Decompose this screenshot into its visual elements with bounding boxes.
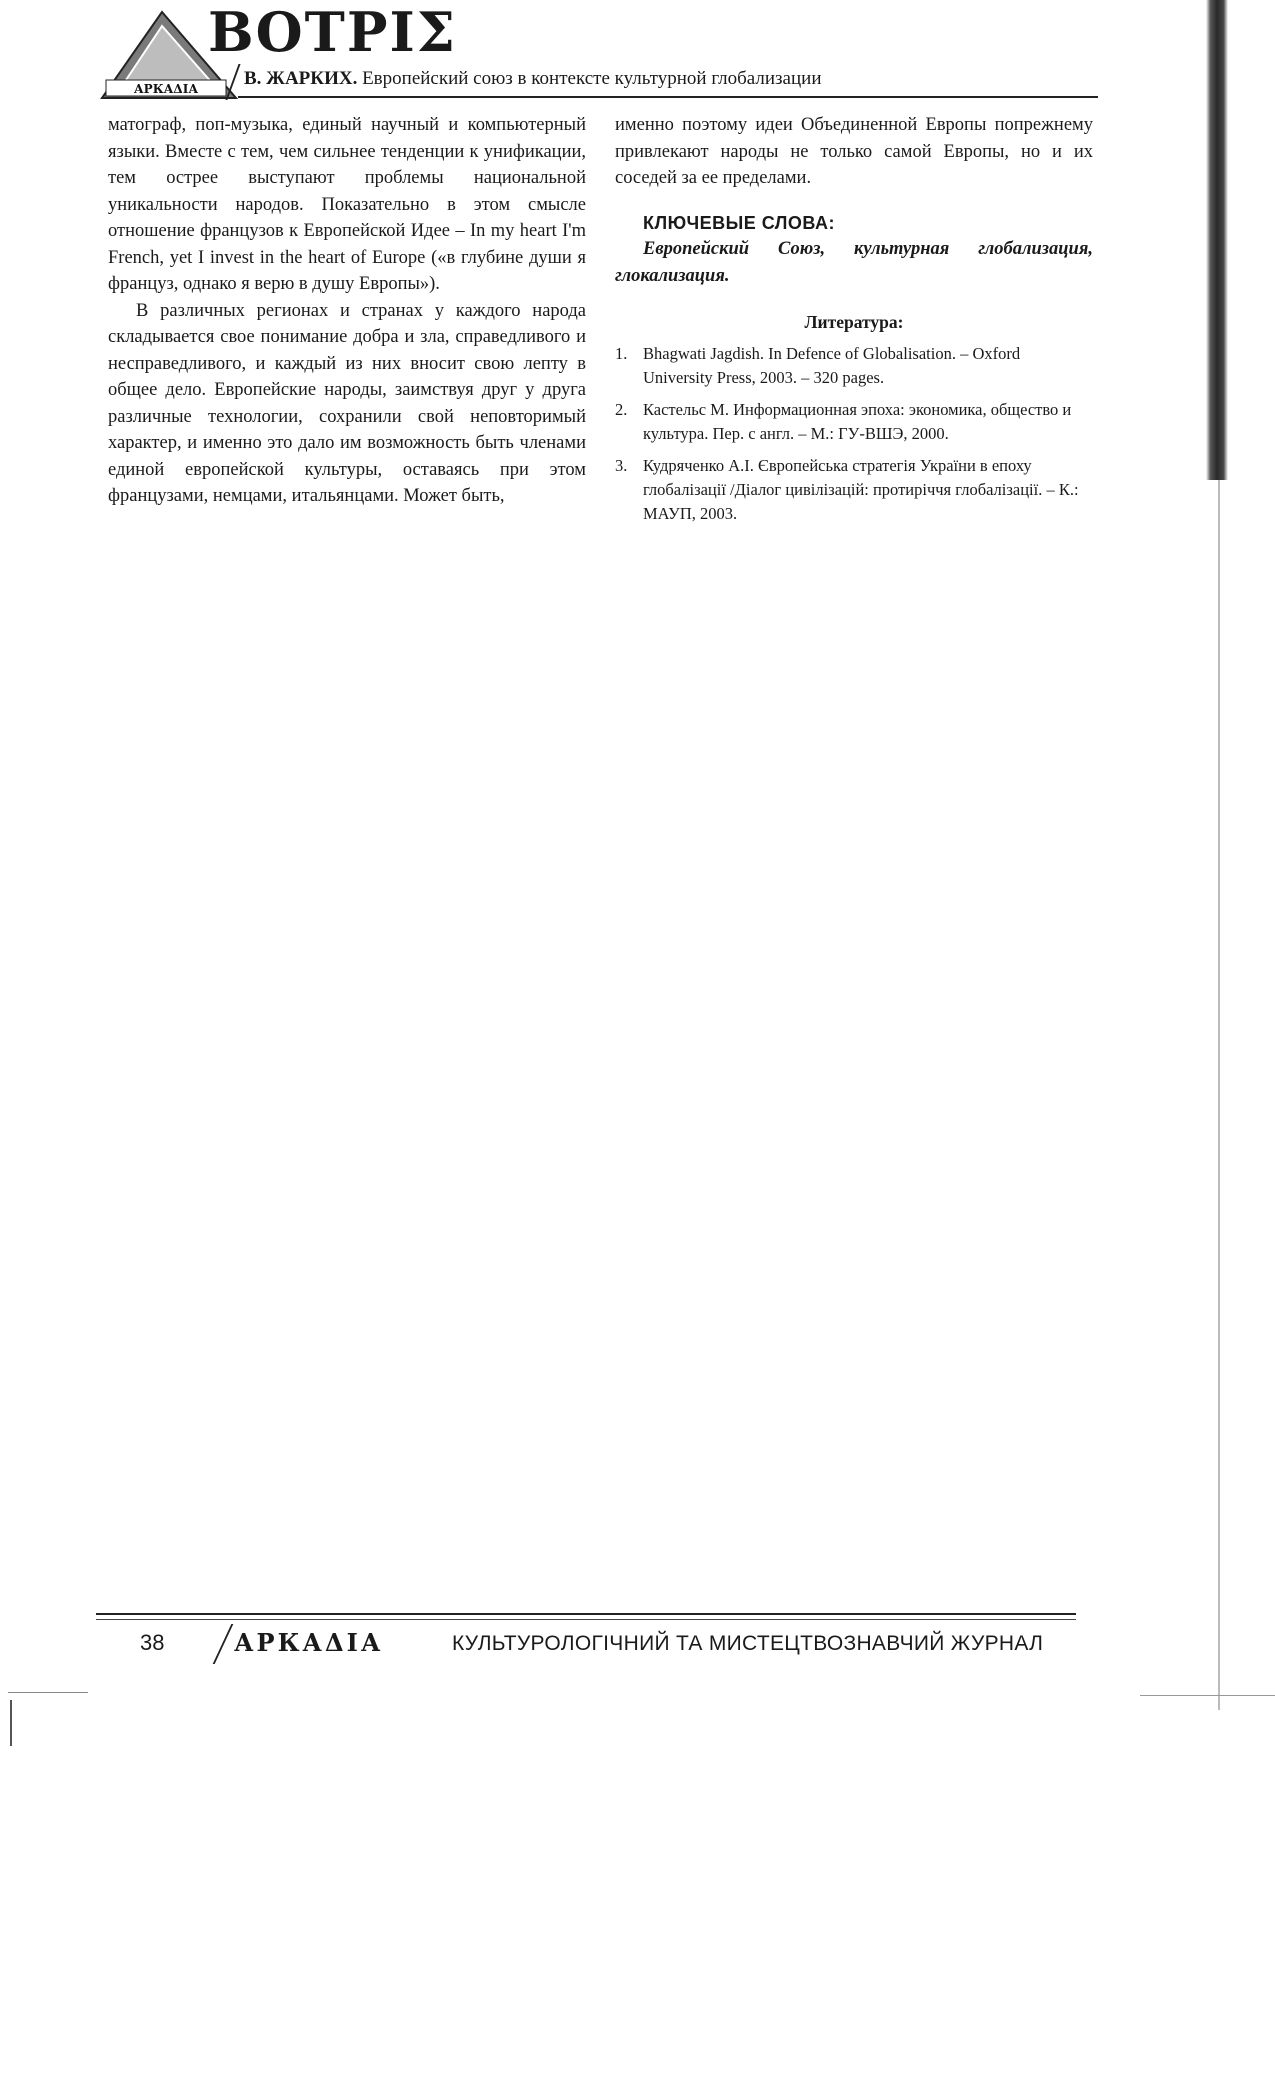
literature-item-number: 2. xyxy=(615,399,628,419)
keywords-text: Европейский Союз, культурная глобализация, глокализация. xyxy=(615,239,1093,286)
scan-edge-shadow xyxy=(1206,0,1228,480)
header-rule xyxy=(238,96,1098,98)
body-paragraph: матограф, поп-музыка, единый научный и компьютерный языки. Вместе с тем, чем сильнее тенденции к унификации, тем острее выступают проблемы национальной уникальности народов. Показательно в этом смысле отношение французов к Европейской Идее – In my heart I'm French, yet I invest in the heart of Europe («в глубине души я француз, однако я верю в душу Европы»). xyxy=(108,115,586,294)
literature-item-number: 1. xyxy=(615,343,628,363)
logo-text: АРКАΔІА xyxy=(133,82,199,96)
crop-mark xyxy=(8,1692,88,1693)
author-name: В. ЖАРКИХ. xyxy=(244,68,358,89)
running-head xyxy=(244,68,821,90)
right-column xyxy=(615,112,1093,534)
literature-item xyxy=(615,342,1093,390)
literature-item-text: Кастельс М. Информационная эпоха: экономика, общество и культура. Пер. с англ. – М.: ГУ-ВШЭ, 2000. xyxy=(643,399,1072,443)
journal-subtitle: КУЛЬТУРОЛОГІЧНИЙ ТА МИСТЕЦТВОЗНАВЧИЙ ЖУРНАЛ xyxy=(452,1632,1044,1655)
article-title: Европейский союз в контексте культурной глобализации xyxy=(362,68,822,89)
literature-item xyxy=(615,398,1093,446)
literature-item-text: Кудряченко А.І. Європейська стратегія України в епоху глобалізації /Діалог цивілізацій: протиріччя глобалізації. – К.: МАУП, 2003. xyxy=(643,455,1079,523)
literature-item-number: 3. xyxy=(615,455,628,475)
footer-rule-thin xyxy=(96,1619,1076,1620)
journal-name: АРКАΔІА xyxy=(234,1628,384,1657)
body-paragraph: именно поэтому идеи Объединенной Европы попрежнему привлекают народы не только самой Европы, но и их соседей за ее пределами. xyxy=(615,115,1093,188)
footer-slash-divider xyxy=(213,1624,234,1664)
left-column xyxy=(108,112,586,510)
crop-mark xyxy=(1140,1695,1275,1696)
page-number: 38 xyxy=(140,1630,165,1655)
section-title: ВОТРІΣ xyxy=(208,0,457,64)
keywords-heading: КЛЮЧЕВЫЕ СЛОВА: xyxy=(643,212,835,233)
body-paragraph: В различных регионах и странах у каждого народа складывается свое понимание добра и зла, справедливого и несправедливого, и каждый из них вносит свою лепту в общее дело. Европейские народы, заимствуя друг у друга различные технологии, сохранили свой неповторимый характер, и именно это дало им возможность быть членами единой европейской культуры, оставаясь при этом французами, немцами, итальянцами. Может быть, xyxy=(108,300,586,506)
crop-mark xyxy=(10,1700,12,1746)
literature-item-text: Bhagwati Jagdish. In Defence of Globalisation. – Oxford University Press, 2003. – 320 pages. xyxy=(643,343,1021,387)
scan-edge-line xyxy=(1218,480,1220,1710)
literature-heading: Литература: xyxy=(804,312,904,332)
literature-list xyxy=(615,342,1093,526)
footer-rule xyxy=(96,1613,1076,1615)
literature-item xyxy=(615,454,1093,526)
